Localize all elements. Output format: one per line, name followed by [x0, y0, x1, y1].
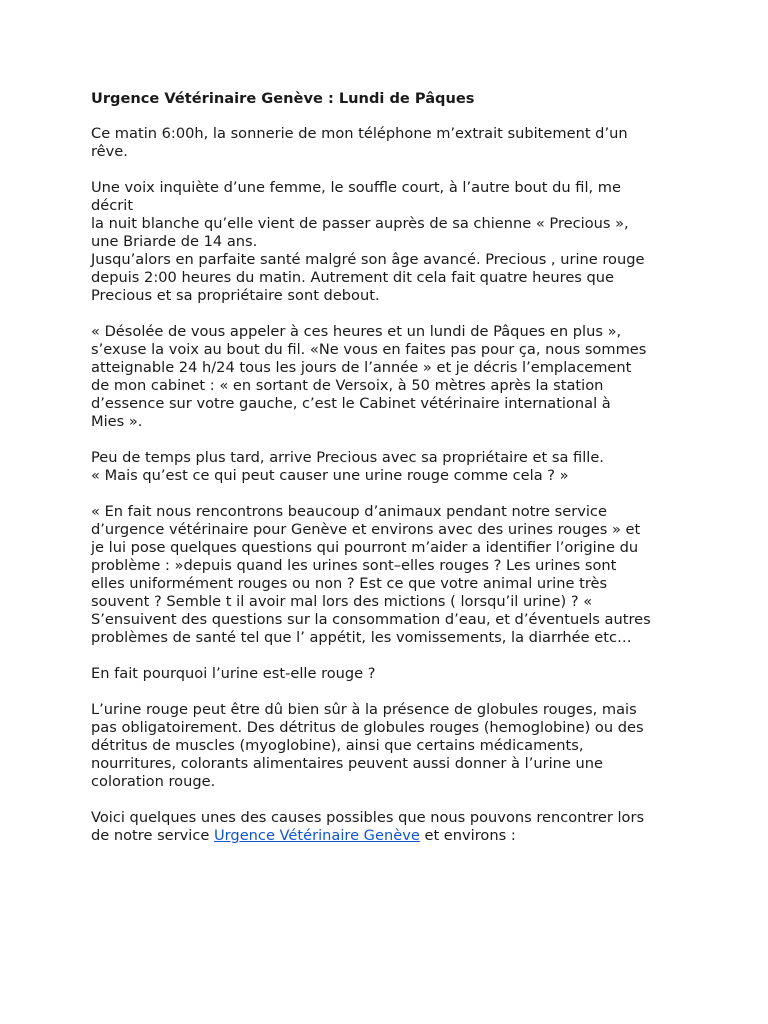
text-line: « Mais qu’est ce qui peut causer une urine rouge comme cela ? » [91, 467, 569, 484]
text-line: Peu de temps plus tard, arrive Precious avec sa propriétaire et sa fille. [91, 449, 604, 466]
text-line: d’urgence vétérinaire pour Genève et environs avec des urines rouges » et [91, 521, 641, 538]
text-line: elles uniformément rouges ou non ? Est ce que votre animal urine très [91, 575, 608, 592]
text-line: décrit [91, 197, 134, 214]
text-line: Voici quelques unes des causes possibles que nous pouvons rencontrer lors [91, 809, 645, 826]
text-line: Ce matin 6:00h, la sonnerie de mon téléphone m’extrait subitement d’un [91, 125, 628, 142]
text-line: L’urine rouge peut être dû bien sûr à la présence de globules rouges, mais [91, 701, 637, 718]
urgence-veterinaire-link[interactable]: Urgence Vétérinaire Genève [214, 827, 420, 844]
paragraph [91, 665, 686, 683]
text-line: En fait pourquoi l’urine est-elle rouge ? [91, 665, 376, 682]
text-line: depuis 2:00 heures du matin. Autrement dit cela fait quatre heures que [91, 269, 615, 286]
paragraph [91, 809, 686, 845]
text-line: une Briarde de 14 ans. [91, 233, 258, 250]
text-fragment: et environs : [419, 827, 516, 844]
text-line: nourritures, colorants alimentaires peuvent aussi donner à l’urine une [91, 755, 603, 772]
text-line: détritus de muscles (myoglobine), ainsi que certains médicaments, [91, 737, 584, 754]
text-line: problèmes de santé tel que l’ appétit, les vomissements, la diarrhée etc… [91, 629, 632, 646]
text-line: « Désolée de vous appeler à ces heures et un lundi de Pâques en plus », [91, 323, 622, 340]
paragraph [91, 323, 686, 431]
text-line: de mon cabinet : « en sortant de Versoix, à 50 mètres après la station [91, 377, 604, 394]
text-line: problème : »depuis quand les urines sont–elles rouges ? Les urines sont [91, 557, 617, 574]
text-line: « En fait nous rencontrons beaucoup d’animaux pendant notre service [91, 503, 607, 520]
text-line [91, 827, 686, 845]
document-title: Urgence Vétérinaire Genève : Lundi de Pâques [91, 90, 475, 107]
paragraph [91, 503, 686, 647]
paragraph [91, 125, 686, 161]
text-line: Precious et sa propriétaire sont debout. [91, 287, 380, 304]
text-line: d’essence sur votre gauche, c’est le Cabinet vétérinaire international à [91, 395, 611, 412]
text-line: souvent ? Semble t il avoir mal lors des mictions ( lorsqu’il urine) ? « [91, 593, 593, 610]
paragraph [91, 449, 686, 485]
text-line: pas obligatoirement. Des détritus de globules rouges (hemoglobine) ou des [91, 719, 644, 736]
text-line: Jusqu’alors en parfaite santé malgré son âge avancé. Precious , urine rouge [91, 251, 645, 268]
paragraph [91, 179, 686, 305]
text-line: je lui pose quelques questions qui pourront m’aider a identifier l’origine du [91, 539, 639, 556]
text-line: la nuit blanche qu’elle vient de passer auprès de sa chienne « Precious », [91, 215, 629, 232]
text-line: s’exuse la voix au bout du fil. «Ne vous en faites pas pour ça, nous sommes [91, 341, 647, 358]
text-line: Une voix inquiète d’une femme, le souffle court, à l’autre bout du fil, me [91, 179, 621, 196]
text-line: atteignable 24 h/24 tous les jours de l’année » et je décris l’emplacement [91, 359, 632, 376]
text-line: coloration rouge. [91, 773, 216, 790]
paragraph [91, 701, 686, 791]
text-fragment: de notre service [91, 827, 214, 844]
document-page [91, 90, 686, 863]
text-line: S’ensuivent des questions sur la consommation d’eau, et d’éventuels autres [91, 611, 651, 628]
text-line: rêve. [91, 143, 128, 160]
text-line: Mies ». [91, 413, 143, 430]
